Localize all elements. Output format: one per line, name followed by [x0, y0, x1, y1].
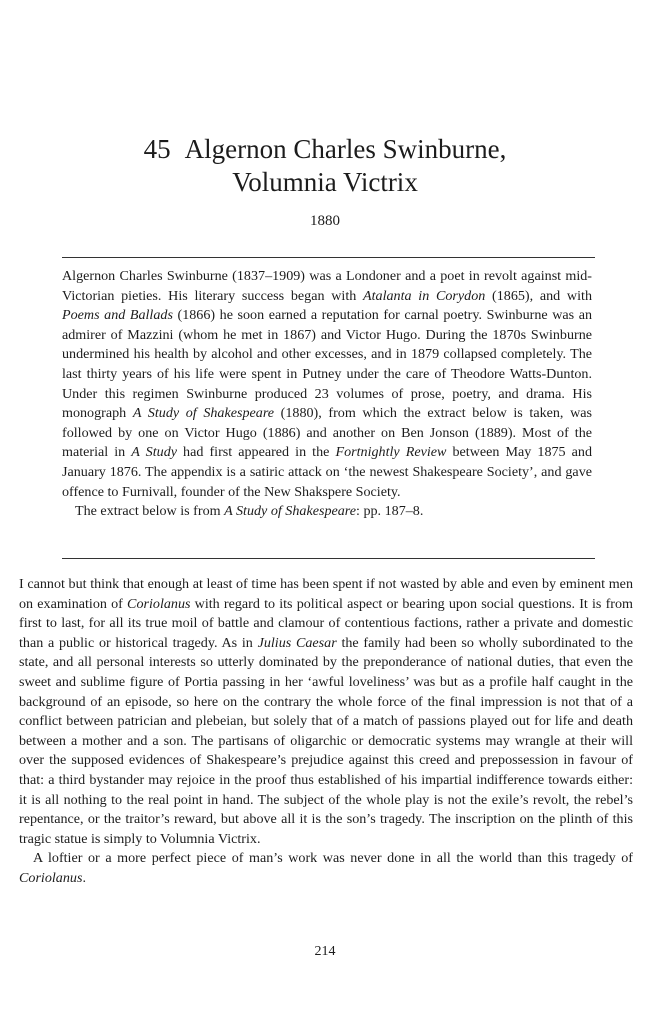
- chapter-title-line-2: Volumnia Victrix: [232, 167, 418, 197]
- extract-paragraph-1: [19, 575, 633, 849]
- title-coriolanus: Coriolanus: [19, 869, 83, 886]
- intro-text: had first appeared in the: [177, 444, 336, 461]
- chapter-title-line-1: [0, 133, 650, 166]
- intro-text: Algernon Charles Swinburne (1837–1909) was a Londoner and a poet in revolt against mid-Victorian pieties. His literary success began with: [62, 268, 592, 304]
- intro-text: (1880), from which the extract below is taken, was followed by one on Victor Hugo (1886) and another on Ben Jonson (1889). Most of the material in: [62, 405, 592, 461]
- extract-paragraph-2: [19, 849, 633, 888]
- extract-text: [19, 575, 633, 889]
- title-julius-caesar: Julius Caesar: [257, 634, 337, 651]
- extract-text-span: with regard to its political aspect or bearing upon social questions. It is from first to last, for all its true moil of battle and clamour of contentious factions, rather a private and domestic than a public or historical tragedy. As in: [19, 595, 633, 651]
- intro-paragraph-2: [62, 502, 592, 522]
- title-atalanta: Atalanta in Corydon: [363, 287, 486, 304]
- title-coriolanus: Coriolanus: [127, 595, 191, 612]
- intro-text: (1866) he soon earned a reputation for carnal poetry. Swinburne was an admirer of Mazzini (whom he met in 1867) and Victor Hugo. During the 1870s Swinburne undermined his health by alcohol and other excesses, and in 1879 collapsed completely. The last thirty years of his life were spent in Putney under the care of Theodore Watts-Dunton. Under this regimen Swinburne produced 23 volumes of prose, poetry, and drama. His monograph: [62, 307, 593, 422]
- title-study-of-shakespeare: A Study of Shakespeare: [132, 405, 275, 422]
- intro-text: between May 1875 and January 1876. The appendix is a satiric attack on ‘the newest Shakespeare Society’, and gave offence to Furnivall, founder of the New Shakspere Society.: [62, 444, 592, 500]
- title-study-of-shakespeare: A Study of Shakespeare: [224, 503, 357, 520]
- top-divider: [62, 257, 595, 258]
- extract-text-span: I cannot but think that enough at least of time has been spent if not wasted by able and even by eminent men on examination of: [19, 576, 633, 612]
- intro-text: (1865), and with: [485, 287, 592, 304]
- intro-text: : pp. 187–8.: [356, 503, 424, 520]
- extract-text-span: A loftier or a more perfect piece of man’s work was never done in all the world than this tragedy of: [33, 850, 633, 867]
- chapter-title: [0, 133, 650, 199]
- title-poems-and-ballads: Poems and Ballads: [62, 307, 173, 324]
- chapter-number: 45: [143, 134, 171, 164]
- chapter-title-text-1: Algernon Charles Swinburne,: [184, 134, 507, 164]
- title-fortnightly-review: Fortnightly Review: [335, 444, 447, 461]
- bottom-divider: [62, 558, 595, 559]
- extract-text-span: .: [82, 869, 86, 886]
- intro-headnote: [62, 267, 592, 522]
- intro-text: The extract below is from: [75, 503, 225, 520]
- chapter-heading: [0, 133, 650, 230]
- page-number: 214: [314, 944, 336, 959]
- title-a-study: A Study: [131, 444, 177, 461]
- chapter-year: 1880: [310, 213, 340, 229]
- intro-paragraph-1: [62, 267, 592, 502]
- extract-text-span: the family had been so wholly subordinated to the state, and all personal interests so utterly dominated by the preponderance of national duties, that even the sweet and sublime figure of Portia passing in her ‘awful loveliness’ was but as a profile half caught in the background of an episode, so here on the contrary the whole force of the final impression is not that of a conflict between patrician and plebeian, but solely that of a match of passions played out for life and death between a mother and a son. The partisans of oligarchic or democratic systems may wrangle at their will over the supposed evidences of Shakespeare’s prejudice against this creed and prepossession in favour of that: a third bystander may rejoice in the proof thus established of his impartial indifference towards either: it is all nothing to the real point in hand. The subject of the whole play is not the exile’s revolt, the rebel’s repentance, or the traitor’s reward, but above all it is the son’s tragedy. The inscription on the plinth of this tragic statue is simply to Volumnia Victrix.: [19, 634, 633, 847]
